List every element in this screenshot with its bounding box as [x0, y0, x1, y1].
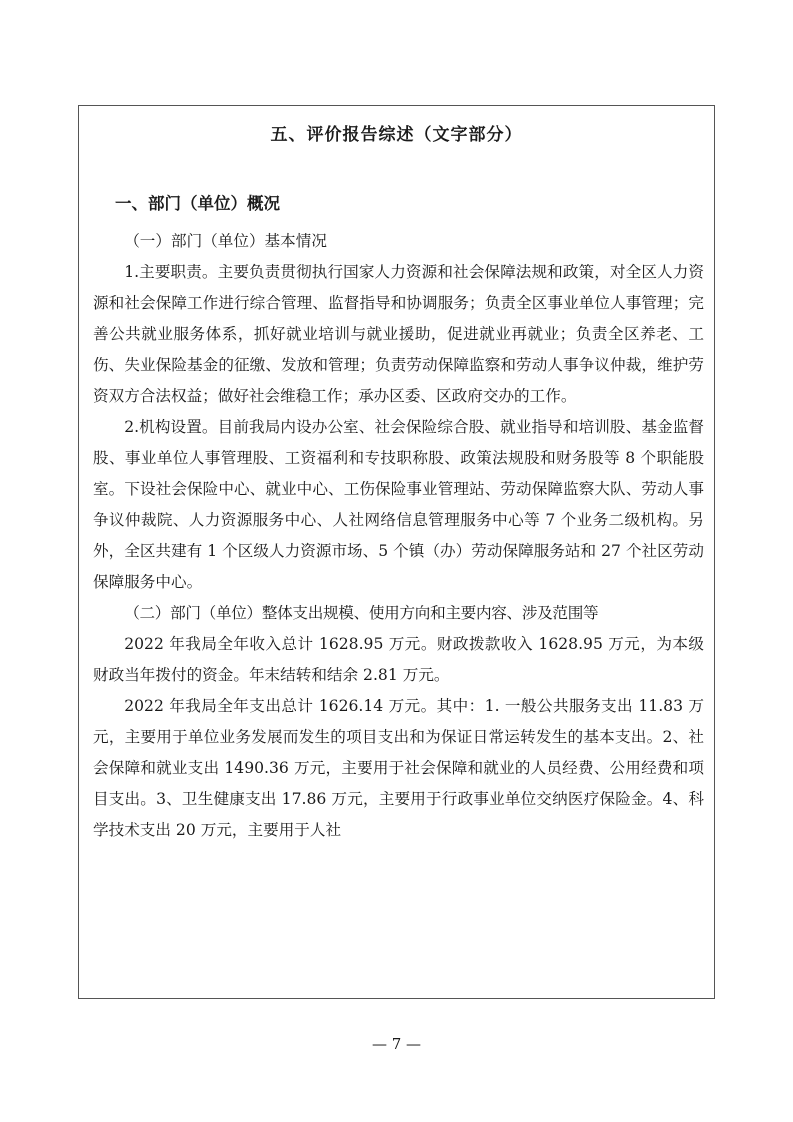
paragraph-duties: 1.主要职责。主要负责贯彻执行国家人力资源和社会保障法规和政策，对全区人力资源和社会保障工作进行综合管理、监督指导和协调服务；负责全区事业单位人事管理；完善公共就业服务体系，抓好就业培训与就业援助，促进就业再就业；负责全区养老、工伤、失业保险基金的征缴、发放和管理；负责劳动保障监察和劳动人事争议仲裁，维护劳资双方合法权益；做好社会维稳工作；承办区委、区政府交办的工作。: [93, 263, 704, 405]
subheading-expenditure: （二）部门（单位）整体支出规模、使用方向和主要内容、涉及范围等: [124, 604, 599, 622]
paragraph-organization: 2.机构设置。目前我局内设办公室、社会保险综合股、就业指导和培训股、基金监督股、事业单位人事管理股、工资福利和专技职称股、政策法规股和财务股等 8 个职能股室。下设社会保险中心、就业中心、工伤保险事业管理站、劳动保障监察大队、劳动人事争议仲裁院、人力资源服务中心、人社网络信息管理服务中心等 7 个业务二级机构。另外，全区共建有 1 个区级人力资源市场、5 个镇（办）劳动保障服务站和 27 个社区劳动保障服务中心。: [93, 418, 704, 591]
report-title: 五、评价报告综述（文字部分）: [270, 125, 523, 145]
body-text: [93, 226, 704, 846]
page-number: — 7 —: [371, 1035, 422, 1053]
subheading-basic-info: （一）部门（单位）基本情况: [124, 232, 327, 250]
report-box: [78, 105, 715, 999]
paragraph-income: 2022 年我局全年收入总计 1628.95 万元。财政拨款收入 1628.95 万元，为本级财政当年拨付的资金。年末结转和结余 2.81 万元。: [93, 635, 704, 684]
section-heading: 一、部门（单位）概况: [115, 194, 280, 213]
paragraph-expenditure: 2022 年我局全年支出总计 1626.14 万元。其中：1. 一般公共服务支出 11.83 万元，主要用于单位业务发展而发生的项目支出和为保证日常运转发生的基本支出。2、社会保障和就业支出 1490.36 万元，主要用于社会保障和就业的人员经费、公用经费和项目支出。3、卫生健康支出 17.86 万元，主要用于行政事业单位交纳医疗保险金。4、科学技术支出 20 万元，主要用于人社: [93, 697, 704, 839]
